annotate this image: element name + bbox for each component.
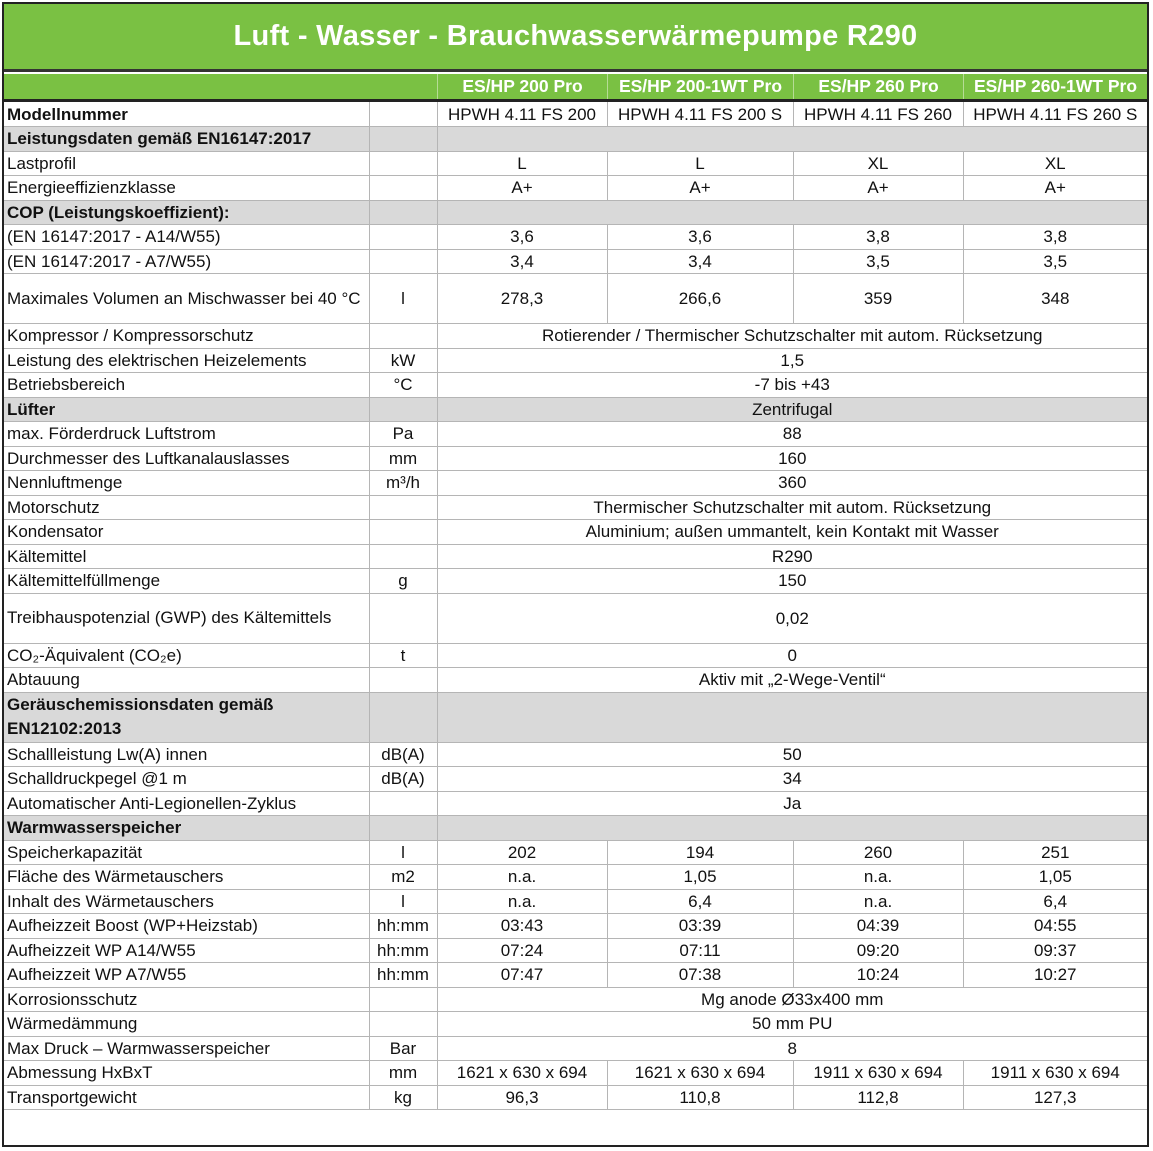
table-row <box>4 471 1147 496</box>
value-cell: 251 <box>963 840 1147 865</box>
row-unit <box>369 176 437 201</box>
value-cell: 202 <box>437 840 607 865</box>
value-cell: HPWH 4.11 FS 200 <box>437 102 607 127</box>
section-row <box>4 127 1147 152</box>
row-unit: hh:mm <box>369 914 437 939</box>
row-label: Aufheizzeit WP A14/W55 <box>4 938 369 963</box>
row-unit <box>369 102 437 127</box>
value-cell: 112,8 <box>793 1085 963 1110</box>
value-cell: 359 <box>793 274 963 324</box>
value-cell: 3,4 <box>437 249 607 274</box>
row-label: Treibhauspotenzial (GWP) des Kältemittels <box>4 593 369 643</box>
row-label: Lüfter <box>4 397 369 422</box>
value-cell: 03:39 <box>607 914 793 939</box>
row-label: Schallleistung Lw(A) innen <box>4 742 369 767</box>
value-cell: 09:20 <box>793 938 963 963</box>
value-cell: 07:47 <box>437 963 607 988</box>
row-label: Kompressor / Kompressorschutz <box>4 324 369 349</box>
row-label: Leistungsdaten gemäß EN16147:2017 <box>4 127 369 152</box>
value-cell-merged <box>437 127 1147 152</box>
model-header: ES/HP 200 Pro <box>437 74 607 99</box>
row-label: Maximales Volumen an Mischwasser bei 40 °C <box>4 274 369 324</box>
row-label: Abtauung <box>4 668 369 693</box>
section-row <box>4 816 1147 841</box>
row-unit: mm <box>369 446 437 471</box>
value-cell-merged <box>437 816 1147 841</box>
row-label: Betriebsbereich <box>4 373 369 398</box>
value-cell: 1,05 <box>963 865 1147 890</box>
row-unit <box>369 692 437 742</box>
table-row <box>4 422 1147 447</box>
table-row <box>4 889 1147 914</box>
value-cell: A+ <box>607 176 793 201</box>
title-bar <box>4 4 1147 72</box>
row-unit: t <box>369 643 437 668</box>
row-label: Modellnummer <box>4 102 369 127</box>
row-label: Schalldruckpegel @1 m <box>4 767 369 792</box>
value-cell: 348 <box>963 274 1147 324</box>
value-cell-merged: 160 <box>437 446 1147 471</box>
value-cell: 3,6 <box>437 225 607 250</box>
value-cell: 1621 x 630 x 694 <box>607 1061 793 1086</box>
spec-table <box>4 102 1147 1110</box>
value-cell: 04:55 <box>963 914 1147 939</box>
value-cell-merged: -7 bis +43 <box>437 373 1147 398</box>
row-label: Abmessung HxBxT <box>4 1061 369 1086</box>
value-cell-merged: Ja <box>437 791 1147 816</box>
value-cell: 194 <box>607 840 793 865</box>
value-cell: 260 <box>793 840 963 865</box>
row-label: Durchmesser des Luftkanalauslasses <box>4 446 369 471</box>
value-cell: 10:27 <box>963 963 1147 988</box>
spec-sheet <box>2 2 1149 1147</box>
value-cell: 3,4 <box>607 249 793 274</box>
value-cell: 127,3 <box>963 1085 1147 1110</box>
table-row <box>4 1036 1147 1061</box>
row-unit: hh:mm <box>369 938 437 963</box>
row-unit <box>369 987 437 1012</box>
value-cell: 266,6 <box>607 274 793 324</box>
row-label: Nennluftmenge <box>4 471 369 496</box>
value-cell: A+ <box>793 176 963 201</box>
value-cell: HPWH 4.11 FS 260 <box>793 102 963 127</box>
table-row <box>4 249 1147 274</box>
value-cell-merged <box>437 692 1147 742</box>
value-cell: 3,6 <box>607 225 793 250</box>
row-unit: l <box>369 889 437 914</box>
value-cell-merged: 34 <box>437 767 1147 792</box>
section-row <box>4 200 1147 225</box>
row-label: Motorschutz <box>4 495 369 520</box>
value-cell-merged: R290 <box>437 544 1147 569</box>
table-row <box>4 865 1147 890</box>
value-cell-merged: 8 <box>437 1036 1147 1061</box>
table-row <box>4 274 1147 324</box>
row-unit: m2 <box>369 865 437 890</box>
row-label: Lastprofil <box>4 151 369 176</box>
row-unit: g <box>369 569 437 594</box>
row-unit <box>369 520 437 545</box>
value-cell: 3,8 <box>963 225 1147 250</box>
section-row <box>4 692 1147 742</box>
row-unit <box>369 127 437 152</box>
value-cell-merged: Aktiv mit „2-Wege-Ventil“ <box>437 668 1147 693</box>
model-header: ES/HP 200-1WT Pro <box>607 74 793 99</box>
table-row <box>4 151 1147 176</box>
value-cell: 1,05 <box>607 865 793 890</box>
row-unit <box>369 544 437 569</box>
value-cell: 10:24 <box>793 963 963 988</box>
table-row <box>4 1012 1147 1037</box>
row-label: Leistung des elektrischen Heizelements <box>4 348 369 373</box>
section-row <box>4 397 1147 422</box>
value-cell: 110,8 <box>607 1085 793 1110</box>
row-label: Speicherkapazität <box>4 840 369 865</box>
row-unit <box>369 593 437 643</box>
table-row <box>4 102 1147 127</box>
table-row <box>4 914 1147 939</box>
table-row <box>4 373 1147 398</box>
row-unit <box>369 249 437 274</box>
value-cell: 04:39 <box>793 914 963 939</box>
table-row <box>4 176 1147 201</box>
row-unit <box>369 397 437 422</box>
table-row <box>4 840 1147 865</box>
row-unit <box>369 225 437 250</box>
model-header: ES/HP 260-1WT Pro <box>963 74 1147 99</box>
table-row <box>4 791 1147 816</box>
value-cell: n.a. <box>793 889 963 914</box>
row-unit: m³/h <box>369 471 437 496</box>
row-label: Aufheizzeit Boost (WP+Heizstab) <box>4 914 369 939</box>
value-cell: 07:11 <box>607 938 793 963</box>
value-cell-merged: 88 <box>437 422 1147 447</box>
value-cell: L <box>437 151 607 176</box>
row-unit: l <box>369 840 437 865</box>
page-title: Luft - Wasser - Brauchwasserwärmepumpe R290 <box>233 20 918 52</box>
row-label: Kondensator <box>4 520 369 545</box>
row-label: (EN 16147:2017 - A7/W55) <box>4 249 369 274</box>
model-header: ES/HP 260 Pro <box>793 74 963 99</box>
row-label: Warmwasserspeicher <box>4 816 369 841</box>
value-cell-merged: 150 <box>437 569 1147 594</box>
row-unit: Pa <box>369 422 437 447</box>
table-row <box>4 324 1147 349</box>
value-cell: A+ <box>963 176 1147 201</box>
row-unit <box>369 495 437 520</box>
table-row <box>4 544 1147 569</box>
row-label: max. Förderdruck Luftstrom <box>4 422 369 447</box>
value-cell-merged: Zentrifugal <box>437 397 1147 422</box>
model-header-row <box>4 74 1147 102</box>
row-label: Energieeffizienzklasse <box>4 176 369 201</box>
row-unit <box>369 324 437 349</box>
value-cell: 1911 x 630 x 694 <box>793 1061 963 1086</box>
row-unit: hh:mm <box>369 963 437 988</box>
value-cell: XL <box>963 151 1147 176</box>
row-label: Korrosionsschutz <box>4 987 369 1012</box>
table-row <box>4 987 1147 1012</box>
row-label: Inhalt des Wärmetauschers <box>4 889 369 914</box>
row-label: Fläche des Wärmetauschers <box>4 865 369 890</box>
value-cell: 3,8 <box>793 225 963 250</box>
value-cell-merged: 50 mm PU <box>437 1012 1147 1037</box>
value-cell-merged: Mg anode Ø33x400 mm <box>437 987 1147 1012</box>
row-unit: l <box>369 274 437 324</box>
row-label: Automatischer Anti-Legionellen-Zyklus <box>4 791 369 816</box>
value-cell: 6,4 <box>607 889 793 914</box>
value-cell-merged: 1,5 <box>437 348 1147 373</box>
value-cell: 278,3 <box>437 274 607 324</box>
row-unit: mm <box>369 1061 437 1086</box>
row-unit <box>369 816 437 841</box>
row-label: Transportgewicht <box>4 1085 369 1110</box>
row-unit <box>369 791 437 816</box>
table-row <box>4 569 1147 594</box>
table-row <box>4 668 1147 693</box>
row-label: Kältemittelfüllmenge <box>4 569 369 594</box>
row-label: Wärmedämmung <box>4 1012 369 1037</box>
row-label: Max Druck – Warmwasserspeicher <box>4 1036 369 1061</box>
table-row <box>4 520 1147 545</box>
table-row <box>4 593 1147 643</box>
value-cell: 3,5 <box>793 249 963 274</box>
value-cell: HPWH 4.11 FS 200 S <box>607 102 793 127</box>
value-cell: 1621 x 630 x 694 <box>437 1061 607 1086</box>
table-row <box>4 225 1147 250</box>
row-label: Aufheizzeit WP A7/W55 <box>4 963 369 988</box>
value-cell-merged: 0,02 <box>437 593 1147 643</box>
row-unit: Bar <box>369 1036 437 1061</box>
value-cell-merged <box>437 200 1147 225</box>
table-row <box>4 938 1147 963</box>
table-row <box>4 348 1147 373</box>
row-label: COP (Leistungskoeffizient): <box>4 200 369 225</box>
row-unit: kW <box>369 348 437 373</box>
table-row <box>4 963 1147 988</box>
row-unit: dB(A) <box>369 742 437 767</box>
value-cell: 6,4 <box>963 889 1147 914</box>
value-cell: L <box>607 151 793 176</box>
value-cell-merged: Thermischer Schutzschalter mit autom. Rücksetzung <box>437 495 1147 520</box>
value-cell: 07:24 <box>437 938 607 963</box>
value-cell-merged: Rotierender / Thermischer Schutzschalter mit autom. Rücksetzung <box>437 324 1147 349</box>
value-cell: XL <box>793 151 963 176</box>
row-unit <box>369 1012 437 1037</box>
table-row <box>4 742 1147 767</box>
value-cell: 3,5 <box>963 249 1147 274</box>
table-row <box>4 446 1147 471</box>
value-cell: 09:37 <box>963 938 1147 963</box>
table-row <box>4 767 1147 792</box>
value-cell: A+ <box>437 176 607 201</box>
value-cell-merged: 360 <box>437 471 1147 496</box>
row-unit: °C <box>369 373 437 398</box>
value-cell-merged: Aluminium; außen ummantelt, kein Kontakt mit Wasser <box>437 520 1147 545</box>
value-cell: 03:43 <box>437 914 607 939</box>
row-unit <box>369 151 437 176</box>
table-row <box>4 495 1147 520</box>
value-cell: n.a. <box>437 889 607 914</box>
row-unit: dB(A) <box>369 767 437 792</box>
value-cell: n.a. <box>437 865 607 890</box>
value-cell: 07:38 <box>607 963 793 988</box>
value-cell-merged: 50 <box>437 742 1147 767</box>
value-cell: 1911 x 630 x 694 <box>963 1061 1147 1086</box>
row-label: CO₂-Äquivalent (CO₂e) <box>4 643 369 668</box>
table-row <box>4 1085 1147 1110</box>
table-row <box>4 1061 1147 1086</box>
value-cell-merged: 0 <box>437 643 1147 668</box>
row-label: Kältemittel <box>4 544 369 569</box>
value-cell: n.a. <box>793 865 963 890</box>
row-unit <box>369 200 437 225</box>
row-label: Geräuschemissionsdaten gemäß EN12102:2013 <box>4 692 369 742</box>
row-label: (EN 16147:2017 - A14/W55) <box>4 225 369 250</box>
value-cell: HPWH 4.11 FS 260 S <box>963 102 1147 127</box>
row-unit: kg <box>369 1085 437 1110</box>
table-row <box>4 643 1147 668</box>
row-unit <box>369 668 437 693</box>
value-cell: 96,3 <box>437 1085 607 1110</box>
